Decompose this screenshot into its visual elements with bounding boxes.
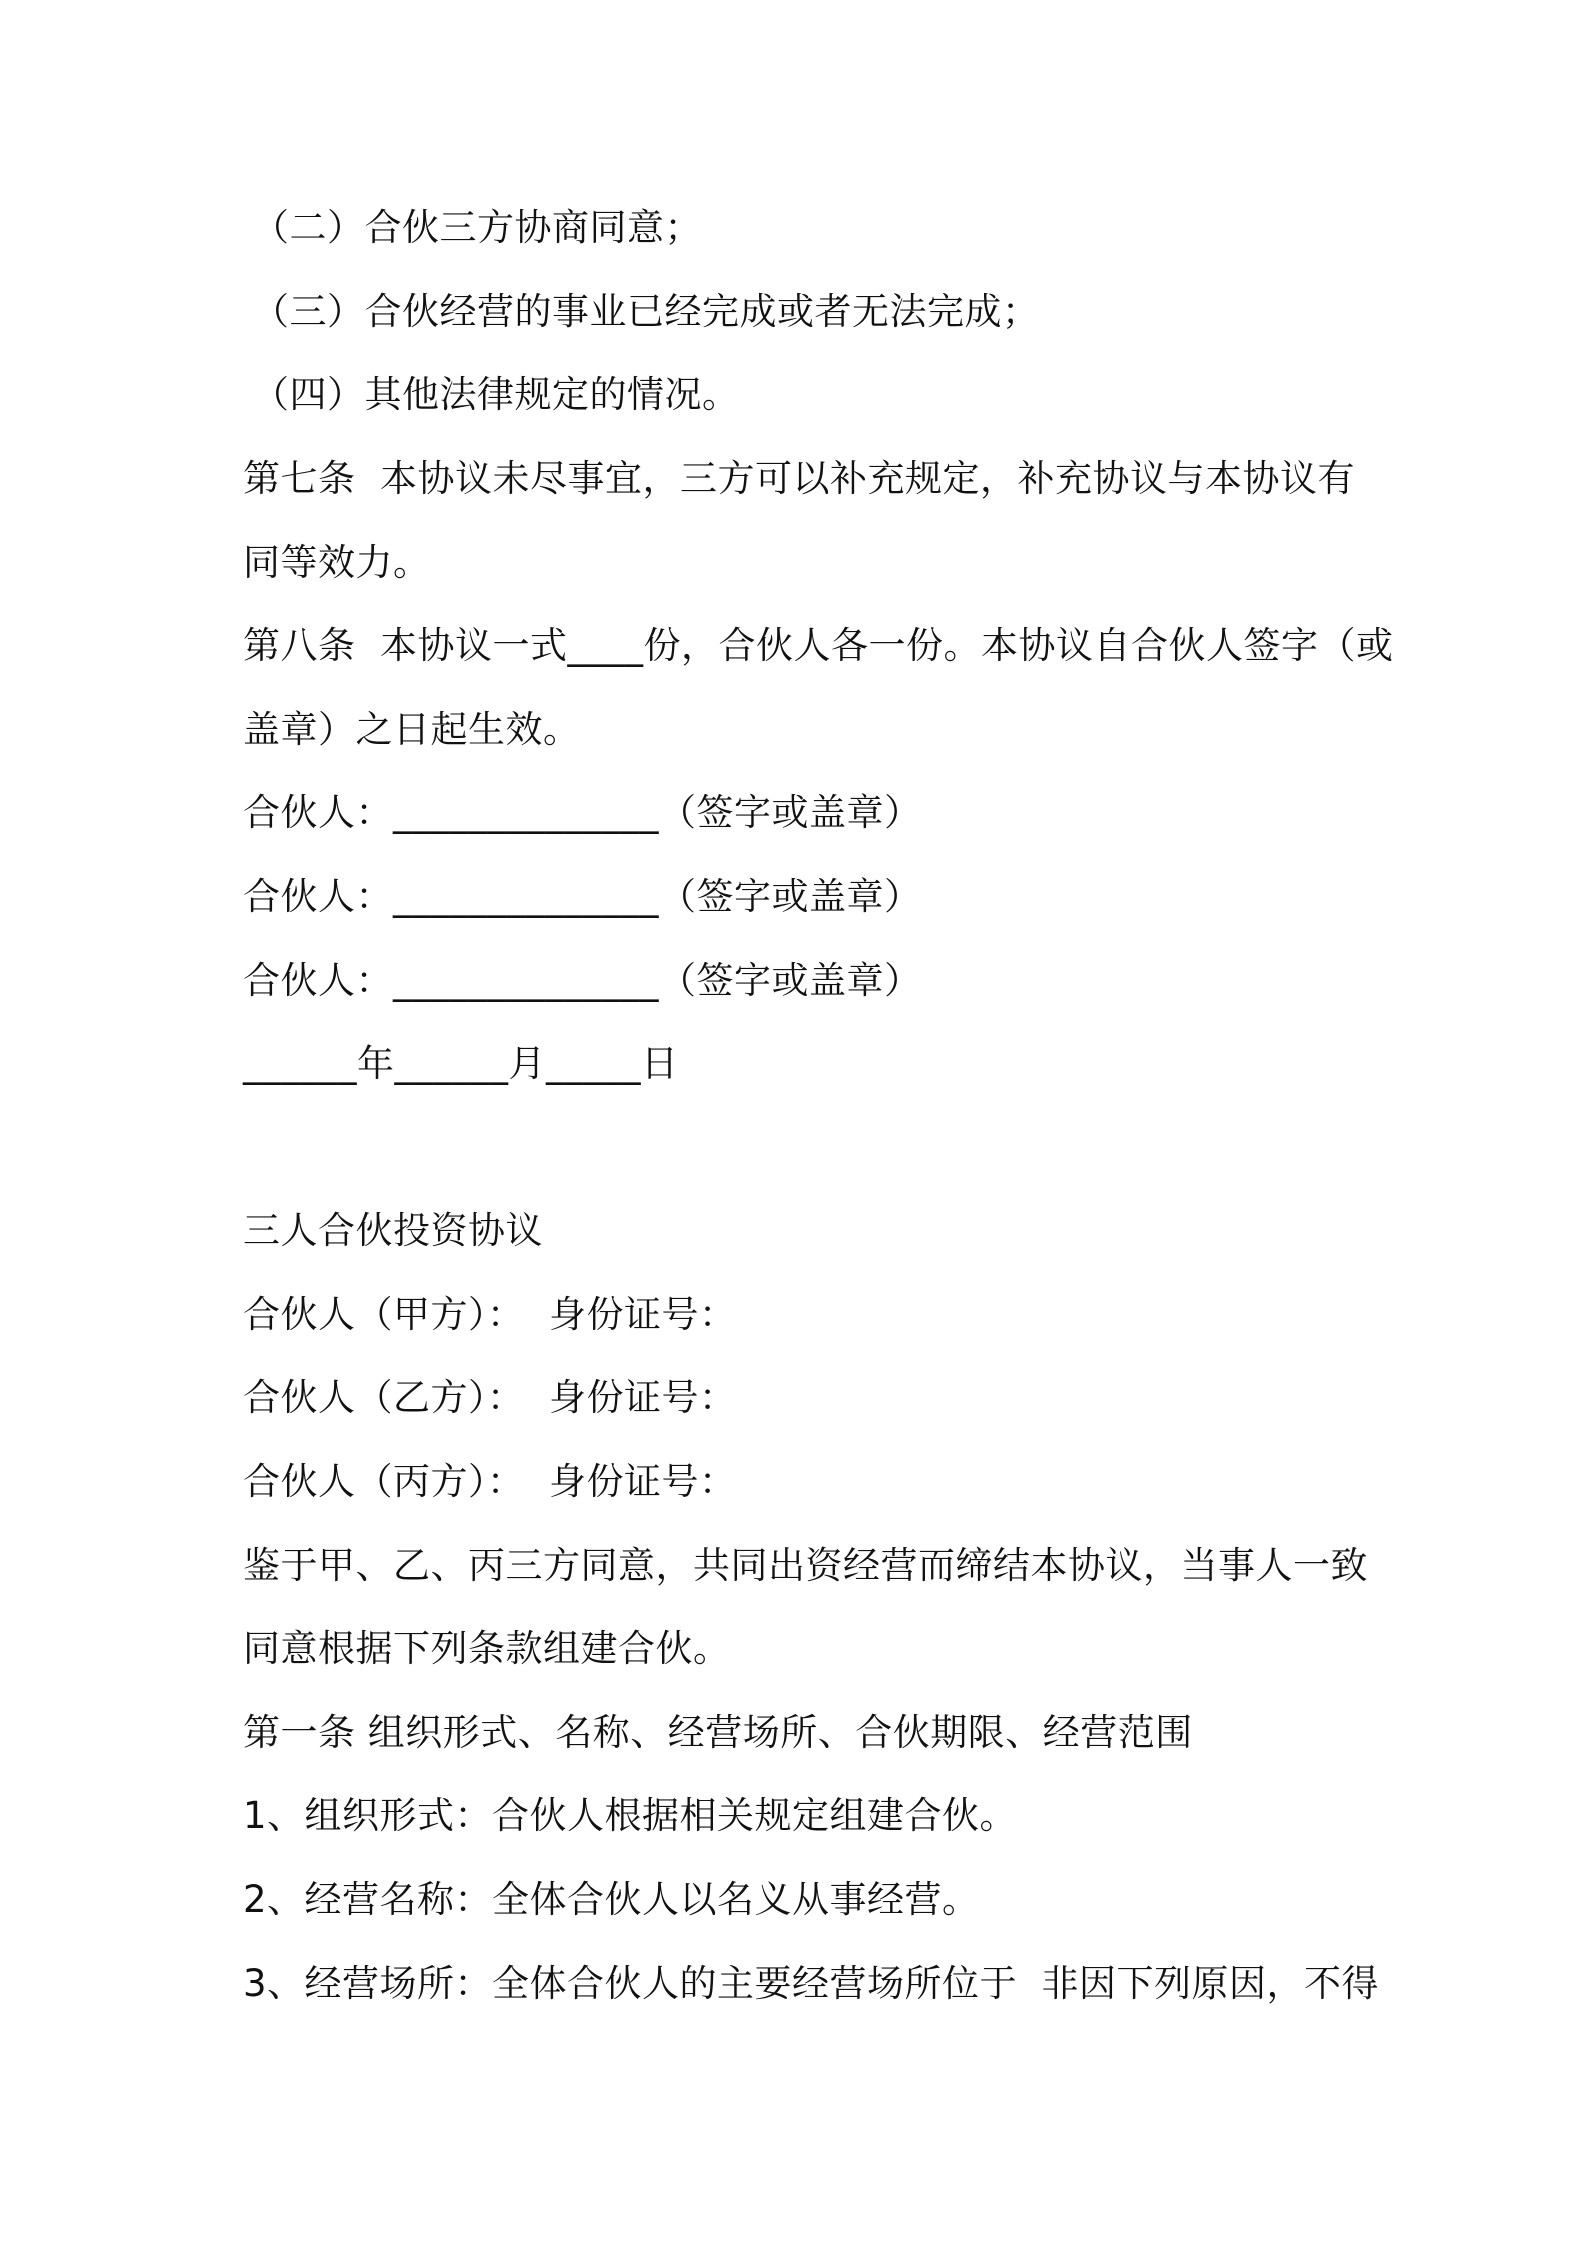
business-name-line: 2、经营名称：全体合伙人以名义从事经营。 (243, 1878, 980, 1921)
preamble-line-2: 同意根据下列条款组建合伙。 (243, 1627, 731, 1670)
article-8-line-1: 第八条 本协议一式____份，合伙人各一份。本协议自合伙人签字（或 (243, 624, 1394, 667)
party-a-line: 合伙人（甲方）： 身份证号： (243, 1293, 737, 1336)
clause-item-3: （三）合伙经营的事业已经完成或者无法完成； (252, 290, 1040, 333)
signature-line-2: 合伙人：______________（签字或盖章） (243, 875, 922, 918)
business-location-line: 3、经营场所：全体合伙人的主要经营场所位于 非因下列原因，不得 (243, 1962, 1380, 2005)
article-1-heading: 第一条 组织形式、名称、经营场所、合伙期限、经营范围 (243, 1711, 1193, 1754)
article-7-line-1: 第七条 本协议未尽事宜，三方可以补充规定，补充协议与本协议有 (243, 457, 1356, 500)
preamble-line-1: 鉴于甲、乙、丙三方同意，共同出资经营而缔结本协议，当事人一致 (243, 1544, 1368, 1587)
organization-form-line: 1、组织形式：合伙人根据相关规定组建合伙。 (243, 1794, 1018, 1837)
clause-item-4: （四）其他法律规定的情况。 (252, 373, 740, 416)
party-c-line: 合伙人（丙方）： 身份证号： (243, 1460, 737, 1503)
party-b-line: 合伙人（乙方）： 身份证号： (243, 1376, 737, 1419)
article-7-line-2: 同等效力。 (243, 541, 431, 584)
signature-line-1: 合伙人：______________（签字或盖章） (243, 791, 922, 834)
clause-item-2: （二）合伙三方协商同意； (252, 206, 702, 249)
agreement-title: 三人合伙投资协议 (243, 1209, 543, 1252)
article-8-line-2: 盖章）之日起生效。 (243, 708, 581, 751)
date-line: ______年______月_____日 (243, 1042, 679, 1085)
signature-line-3: 合伙人：______________（签字或盖章） (243, 959, 922, 1002)
